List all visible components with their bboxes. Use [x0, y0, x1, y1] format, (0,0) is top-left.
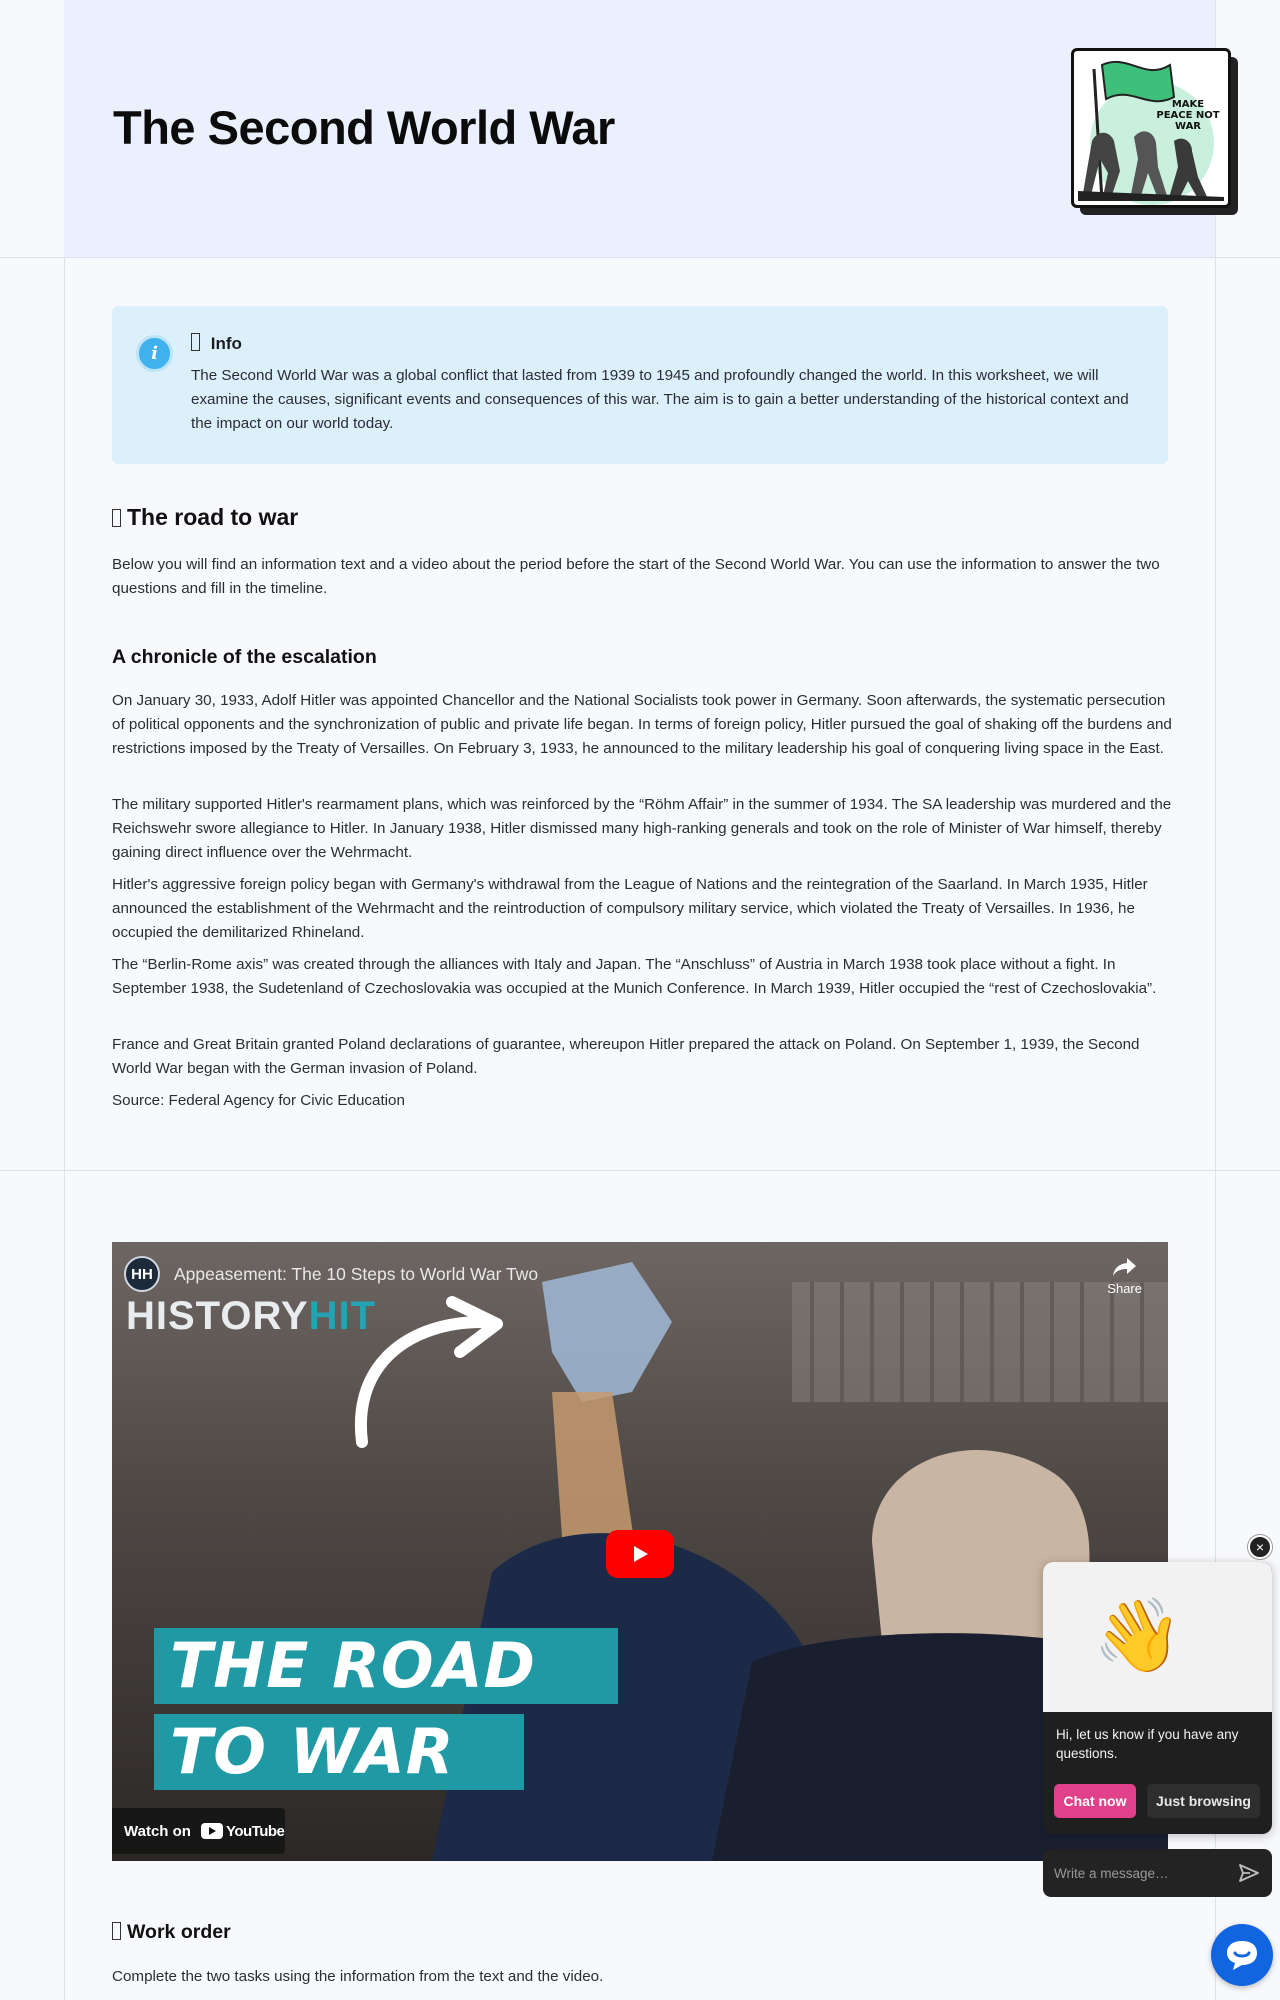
share-button[interactable] [1107, 1256, 1142, 1296]
missing-glyph-icon [112, 509, 121, 527]
missing-glyph-icon [112, 1922, 121, 1940]
play-icon [629, 1543, 651, 1565]
youtube-wordmark: YouTube [225, 1822, 285, 1840]
send-icon[interactable] [1238, 1862, 1260, 1884]
info-title [191, 333, 242, 354]
frame-line-left [64, 0, 65, 2000]
channel-avatar[interactable] [124, 1256, 160, 1292]
road-to-war-heading-text: The road to war [127, 504, 299, 530]
video-title[interactable]: Appeasement: The 10 Steps to World War Two [174, 1264, 539, 1284]
work-order-heading [112, 1921, 231, 1944]
history-hit-logo [126, 1294, 376, 1339]
chronicle-source: Source: Federal Agency for Civic Education [112, 1092, 405, 1109]
chronicle-paragraph: Hitler's aggressive foreign policy began with Germany's withdrawal from the League of Nations and the reintegration of the Saarland. In March 1935, Hitler announced the establishment of the Wehrmacht and the reintroduction of compulsory military service, which violated the Treaty of Versailles. In 1936, he occupied the demilitarized Rhineland. [112, 876, 1148, 941]
peace-poster-image [1071, 48, 1231, 208]
chronicle-paragraph: France and Great Britain granted Poland declarations of guarantee, whereupon Hitler prepared the attack on Poland. On September 1, 1939, the Second World War began with the German invasion of Poland. [112, 1036, 1140, 1077]
road-to-war-intro: Below you will find an information text and a video about the period before the start of the Second World War. You can use the information to answer the two questions and fill in the timeline. [112, 556, 1160, 597]
chronicle-paragraph: The “Berlin-Rome axis” was created through the alliances with Italy and Japan. The “Anschluss” of Austria in March 1938 took place without a fight. In September 1938, the Sudetenland of Czechoslovakia was occupied at the Munich Conference. In March 1939, Hitler occupied the “rest of Czechoslovakia”. [112, 956, 1157, 997]
page-header [64, 0, 1220, 257]
close-icon: × [1255, 1539, 1265, 1555]
channel-badge-text: HH [131, 1265, 153, 1283]
chat-popup [1043, 1562, 1272, 1834]
page-title: The Second World War [113, 101, 615, 154]
play-button[interactable] [606, 1530, 674, 1578]
chronicle-heading: A chronicle of the escalation [112, 646, 377, 668]
watch-on-youtube-button[interactable] [112, 1808, 285, 1854]
missing-glyph-icon [191, 333, 200, 351]
youtube-logo [201, 1823, 284, 1840]
work-order-heading-text: Work order [127, 1921, 231, 1943]
brand-history: HISTORY [126, 1294, 309, 1338]
brand-hit: HIT [308, 1294, 377, 1338]
info-callout [112, 306, 1168, 464]
share-icon [1112, 1256, 1138, 1278]
chat-greeting: Hi, let us know if you have any questions. [1056, 1727, 1239, 1761]
header-divider [0, 257, 1280, 258]
overlay-title-line-2: TO WAR [154, 1714, 524, 1790]
chronicle-paragraph: On January 30, 1933, Adolf Hitler was appointed Chancellor and the National Socialists took power in Germany. Soon afterwards, the systematic persecution of political opponents and the synchronization of public and private life began. In terms of foreign policy, Hitler pursued the goal of shaking off the burdens and restrictions imposed by the Treaty of Versailles. On February 3, 1933, he announced to the military leadership his goal of conquering living space in the East. [112, 692, 1172, 757]
poster-caption: MAKE PEACE NOT WAR [1156, 99, 1220, 132]
chronicle-paragraph: The military supported Hitler's rearmament plans, which was reinforced by the “Röhm Affair” in the summer of 1934. The SA leadership was murdered and the Reichswehr swore allegiance to Hitler. In January 1938, Hitler dismissed many high-ranking generals and took on the role of Minister of War himself, thereby gaining direct influence over the Wehrmacht. [112, 796, 1172, 861]
road-to-war-heading [112, 504, 298, 531]
overlay-title-line-1: THE ROAD [154, 1628, 618, 1704]
info-title-text: Info [206, 334, 242, 353]
chat-popup-header [1043, 1562, 1272, 1712]
info-icon: i [136, 335, 173, 372]
youtube-icon [201, 1823, 223, 1839]
chat-message-input[interactable] [1043, 1849, 1272, 1897]
waving-hand-icon: 👋 [1093, 1596, 1183, 1676]
video-embed[interactable] [112, 1242, 1168, 1861]
chat-bubble-icon [1224, 1938, 1260, 1972]
work-order-text: Complete the two tasks using the information from the text and the video. [112, 1968, 604, 1985]
chat-now-button[interactable]: Chat now [1054, 1784, 1136, 1818]
just-browsing-button[interactable]: Just browsing [1147, 1784, 1260, 1818]
chat-input-placeholder: Write a message… [1054, 1865, 1169, 1881]
chat-close-button[interactable] [1248, 1535, 1272, 1559]
info-text: The Second World War was a global conflict that lasted from 1939 to 1945 and profoundly changed the world. In this worksheet, we will examine the causes, significant events and consequences of this war. The aim is to gain a better understanding of the historical context and the impact on our world today. [191, 367, 1129, 432]
section-divider [0, 1170, 1280, 1171]
chat-launcher-button[interactable] [1211, 1924, 1273, 1986]
share-label: Share [1107, 1281, 1142, 1296]
watch-on-label: Watch on [124, 1822, 191, 1840]
